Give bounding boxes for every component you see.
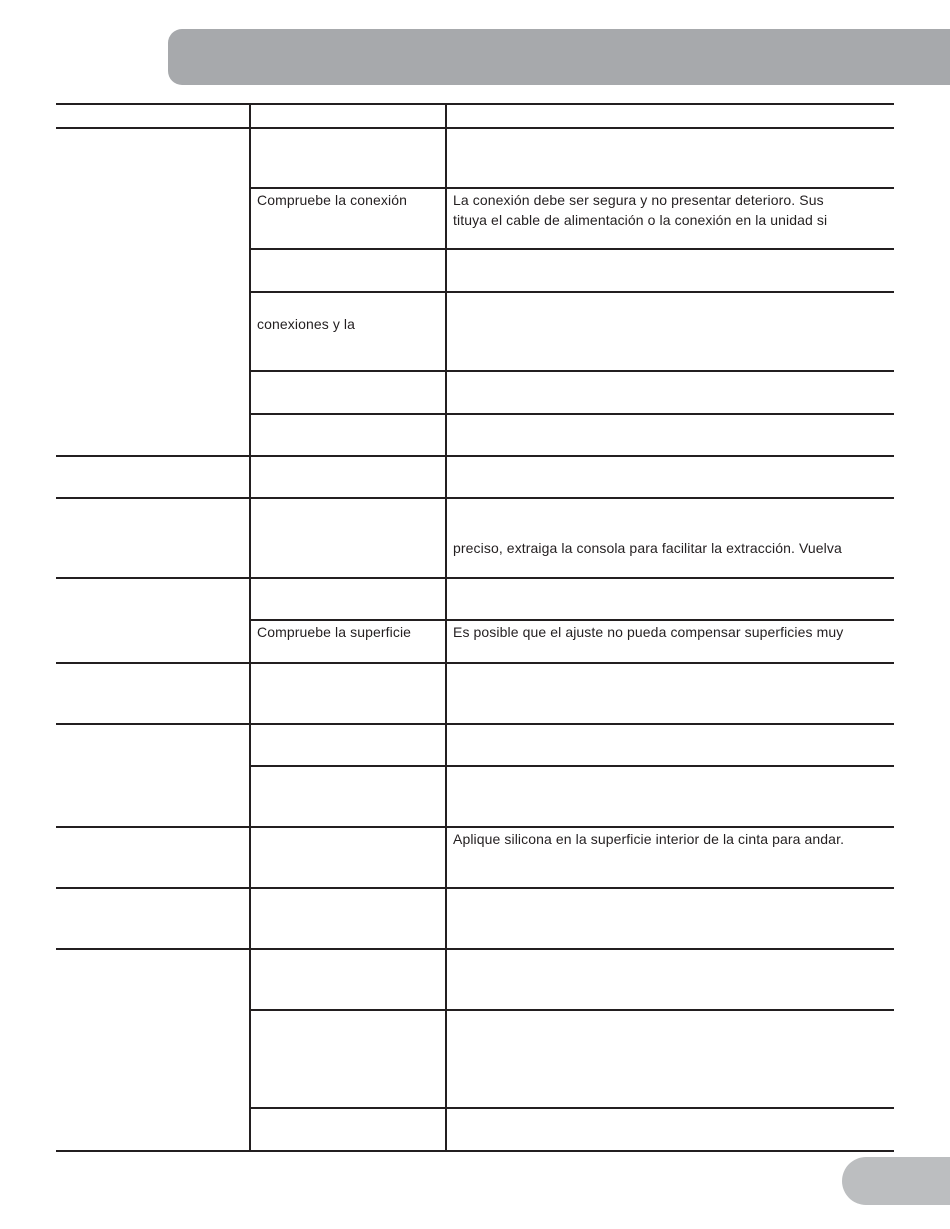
row-separator: [56, 662, 894, 664]
row-separator: [56, 723, 894, 725]
solution-cell: Es posible que el ajuste no pueda compensar superficies muy: [453, 624, 844, 640]
table-header-rule: [56, 127, 894, 129]
subrow-separator: [250, 248, 894, 250]
check-cell: Compruebe la superficie: [257, 624, 412, 640]
row-separator: [56, 577, 894, 579]
column-divider: [249, 103, 251, 1152]
solution-cell: tituya el cable de alimentación o la conexión en la unidad si: [453, 212, 828, 228]
row-separator: [56, 887, 894, 889]
solution-cell: preciso, extraiga la consola para facilitar la extracción. Vuelva: [453, 540, 842, 556]
solution-cell: Aplique silicona en la superficie interior de la cinta para andar.: [453, 831, 845, 847]
subrow-separator: [250, 187, 894, 189]
subrow-separator: [250, 619, 894, 621]
solution-cell: La conexión debe ser segura y no presentar deterioro. Sus: [453, 192, 824, 208]
column-divider: [445, 103, 447, 1152]
subrow-separator: [250, 1009, 894, 1011]
subrow-separator: [250, 413, 894, 415]
subrow-separator: [250, 1107, 894, 1109]
subrow-separator: [250, 370, 894, 372]
row-separator: [56, 826, 894, 828]
subrow-separator: [250, 291, 894, 293]
page-number-tab: [842, 1157, 950, 1205]
table-top-rule: [56, 103, 894, 105]
check-cell: conexiones y la: [257, 316, 356, 332]
subrow-separator: [250, 765, 894, 767]
section-header-bar: [168, 29, 950, 85]
table-bottom-rule: [56, 1150, 894, 1152]
row-separator: [56, 497, 894, 499]
check-cell: Compruebe la conexión: [257, 192, 407, 208]
row-separator: [56, 948, 894, 950]
row-separator: [56, 455, 894, 457]
